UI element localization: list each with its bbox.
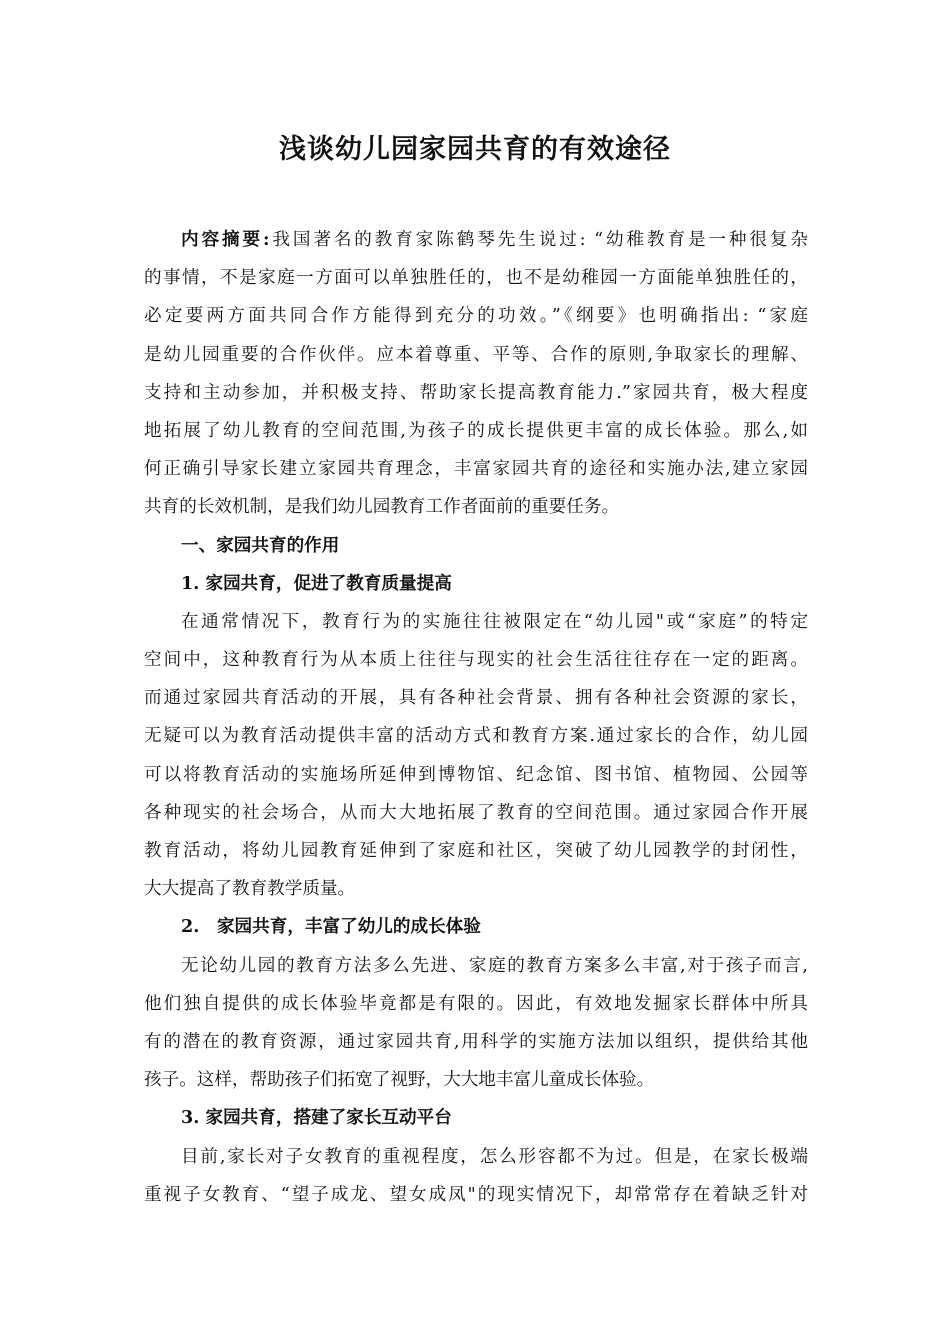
abstract-line: 何正确引导家长建立家园共育理念，丰富家园共育的途径和实施办法,建立家园	[144, 459, 808, 480]
abstract-text: 我国著名的教育家陈鹤琴先生说过: “幼稚教育是一种很复杂	[269, 230, 808, 250]
paragraph-line: 他们独自提供的成长体验毕竟都是有限的。因此，有效地发掘家长群体中所具	[144, 993, 808, 1014]
paragraph-line: 大大提高了教育教学质量。	[144, 879, 356, 900]
paragraph-line: 教育活动，将幼儿园教育延伸到了家庭和社区，突破了幼儿园教学的封闭性，	[144, 841, 808, 861]
abstract-line: 支持和主动参加，并积极支持、帮助家长提高教育能力.”家园共育，极大程度	[144, 382, 808, 403]
document-title: 浅谈幼儿园家园共育的有效途径	[279, 134, 671, 165]
paragraph-line: 孩子。这样，帮助孩子们拓宽了视野，大大地丰富儿童成长体验。	[144, 1070, 655, 1091]
abstract-label: 内容摘要:	[181, 229, 270, 250]
document-body	[144, 221, 808, 1214]
paragraph-line: 目前,家长对子女教育的重视程度，怎么形容都不为过。但是，在家长极端	[181, 1146, 808, 1167]
abstract-line: 共育的长效机制，是我们幼儿园教育工作者面前的重要任务。	[144, 497, 620, 518]
paragraph-line: 无疑可以为教育活动提供丰富的活动方式和教育方案.通过家长的合作，幼儿园	[144, 726, 808, 747]
subsection-heading: 2. 家园共育，丰富了幼儿的成长体验	[181, 916, 481, 938]
paragraph-line: 空间中，这种教育行为从本质上往往与现实的社会生活往往存在一定的距离。	[144, 650, 808, 671]
abstract-line-1	[144, 221, 808, 259]
paragraph-line: 而通过家园共育活动的开展，具有各种社会背景、拥有各种社会资源的家长，	[144, 688, 808, 709]
abstract-line: 地拓展了幼儿教育的空间范围,为孩子的成长提供更丰富的成长体验。那么,如	[144, 420, 808, 441]
subsection-heading: 3. 家园共育，搭建了家长互动平台	[181, 1107, 452, 1129]
abstract-line: 必定要两方面共同合作方能得到充分的功效。”《纲要》也明确指出: “家庭	[144, 306, 808, 327]
abstract-line: 的事情，不是家庭一方面可以单独胜任的，也不是幼稚园一方面能单独胜任的，	[144, 268, 808, 289]
paragraph-line: 无论幼儿园的教育方法多么先进、家庭的教育方案多么丰富,对于孩子而言,	[181, 955, 808, 976]
paragraph-line: 可以将教育活动的实施场所延伸到博物馆、纪念馆、图书馆、植物园、公园等	[144, 764, 808, 785]
subsection-heading: 1. 家园共育，促进了教育质量提高	[181, 572, 452, 594]
paragraph-line: 各种现实的社会场合，从而大大地拓展了教育的空间范围。通过家园合作开展	[144, 802, 808, 823]
paragraph-line: 重视子女教育、“望子成龙、望女成凤"的现实情况下，却常常存在着缺乏针对	[144, 1184, 808, 1205]
paragraph-line: 在通常情况下，教育行为的实施往往被限定在“幼儿园"或“家庭”的特定	[181, 611, 808, 632]
section-heading: 一、家园共育的作用	[181, 534, 340, 556]
paragraph-line: 有的潜在的教育资源，通过家园共育,用科学的实施方法加以组织，提供给其他	[144, 1031, 808, 1052]
abstract-line: 是幼儿园重要的合作伙伴。应本着尊重、平等、合作的原则,争取家长的理解、	[144, 344, 808, 365]
